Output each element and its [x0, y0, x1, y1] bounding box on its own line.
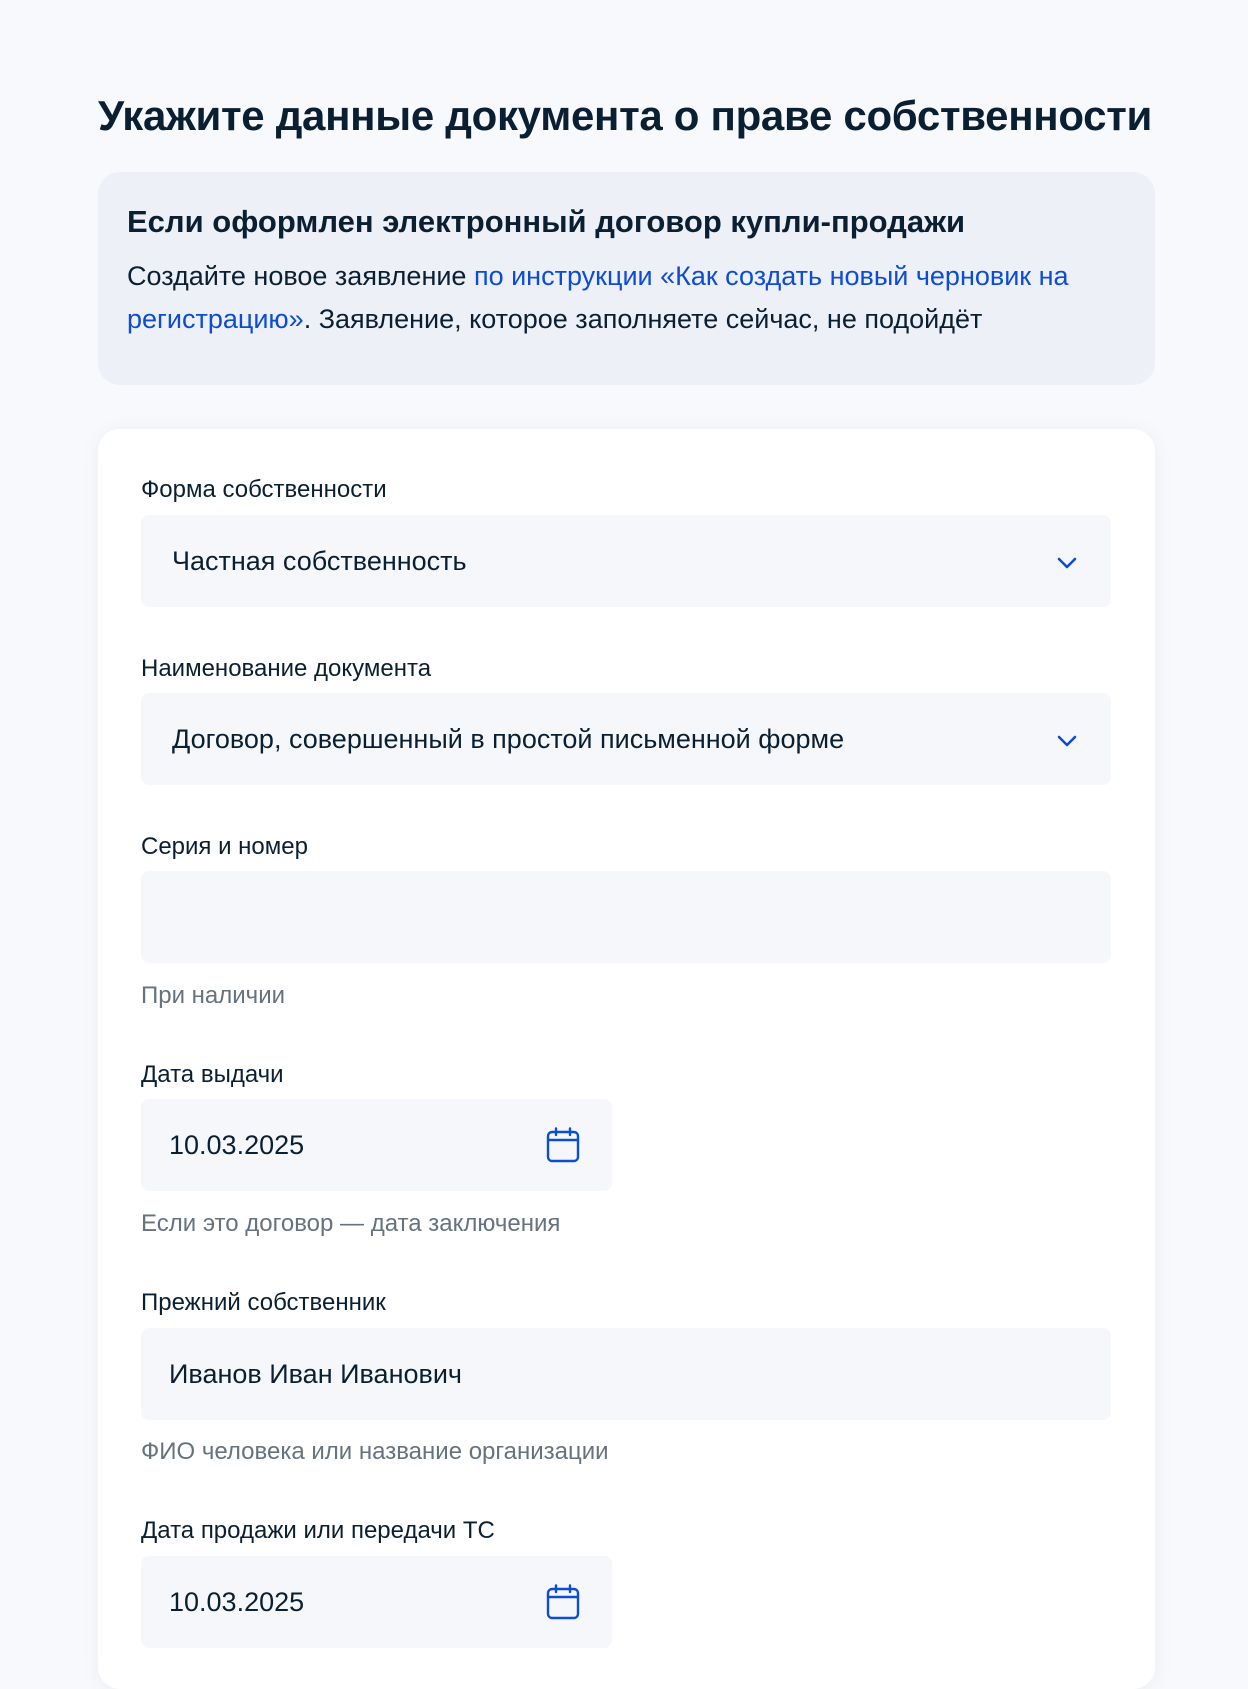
previous-owner-input[interactable]: [141, 1328, 1111, 1420]
calendar-icon[interactable]: [546, 1127, 580, 1163]
chevron-down-icon: [1055, 551, 1079, 575]
sale-date-input[interactable]: [141, 1556, 612, 1648]
ownership-document-form: [98, 429, 1155, 1689]
sale-date-value: 10.03.2025: [169, 1586, 305, 1617]
previous-owner-hint: ФИО человека или название организации: [141, 1438, 609, 1465]
info-notice-text-start: Создайте новое заявление: [127, 261, 474, 291]
document-name-select[interactable]: [141, 693, 1111, 785]
issue-date-value: 10.03.2025: [169, 1129, 305, 1160]
info-notice-text-end: . Заявление, которое заполняете сейчас, не подойдёт: [303, 304, 983, 334]
series-number-input[interactable]: [141, 871, 1111, 963]
instruction-link[interactable]: по инструкции «Как создать новый черновик на регистрацию»: [127, 261, 1069, 334]
chevron-down-icon: [1055, 729, 1079, 753]
previous-owner-value: Иванов Иван Иванович: [169, 1358, 462, 1389]
page-title: Укажите данные документа о праве собственности: [98, 92, 1153, 139]
issue-date-hint: Если это договор — дата заключения: [141, 1210, 561, 1237]
document-name-value: Договор, совершенный в простой письменной форме: [172, 723, 845, 754]
document-name-label: Наименование документа: [141, 655, 432, 682]
info-notice-text: [127, 255, 1127, 341]
info-notice-title: Если оформлен электронный договор купли-продажи: [127, 204, 966, 239]
info-notice: [98, 172, 1155, 385]
issue-date-input[interactable]: [141, 1099, 612, 1191]
issue-date-label: Дата выдачи: [141, 1061, 284, 1088]
ownership-form-value: Частная собственность: [172, 545, 467, 576]
previous-owner-label: Прежний собственник: [141, 1289, 386, 1316]
series-number-label: Серия и номер: [141, 833, 308, 860]
calendar-icon[interactable]: [546, 1584, 580, 1620]
ownership-form-label: Форма собственности: [141, 476, 387, 503]
ownership-form-select[interactable]: [141, 515, 1111, 607]
sale-date-label: Дата продажи или передачи ТС: [141, 1517, 495, 1544]
series-number-hint: При наличии: [141, 982, 285, 1009]
